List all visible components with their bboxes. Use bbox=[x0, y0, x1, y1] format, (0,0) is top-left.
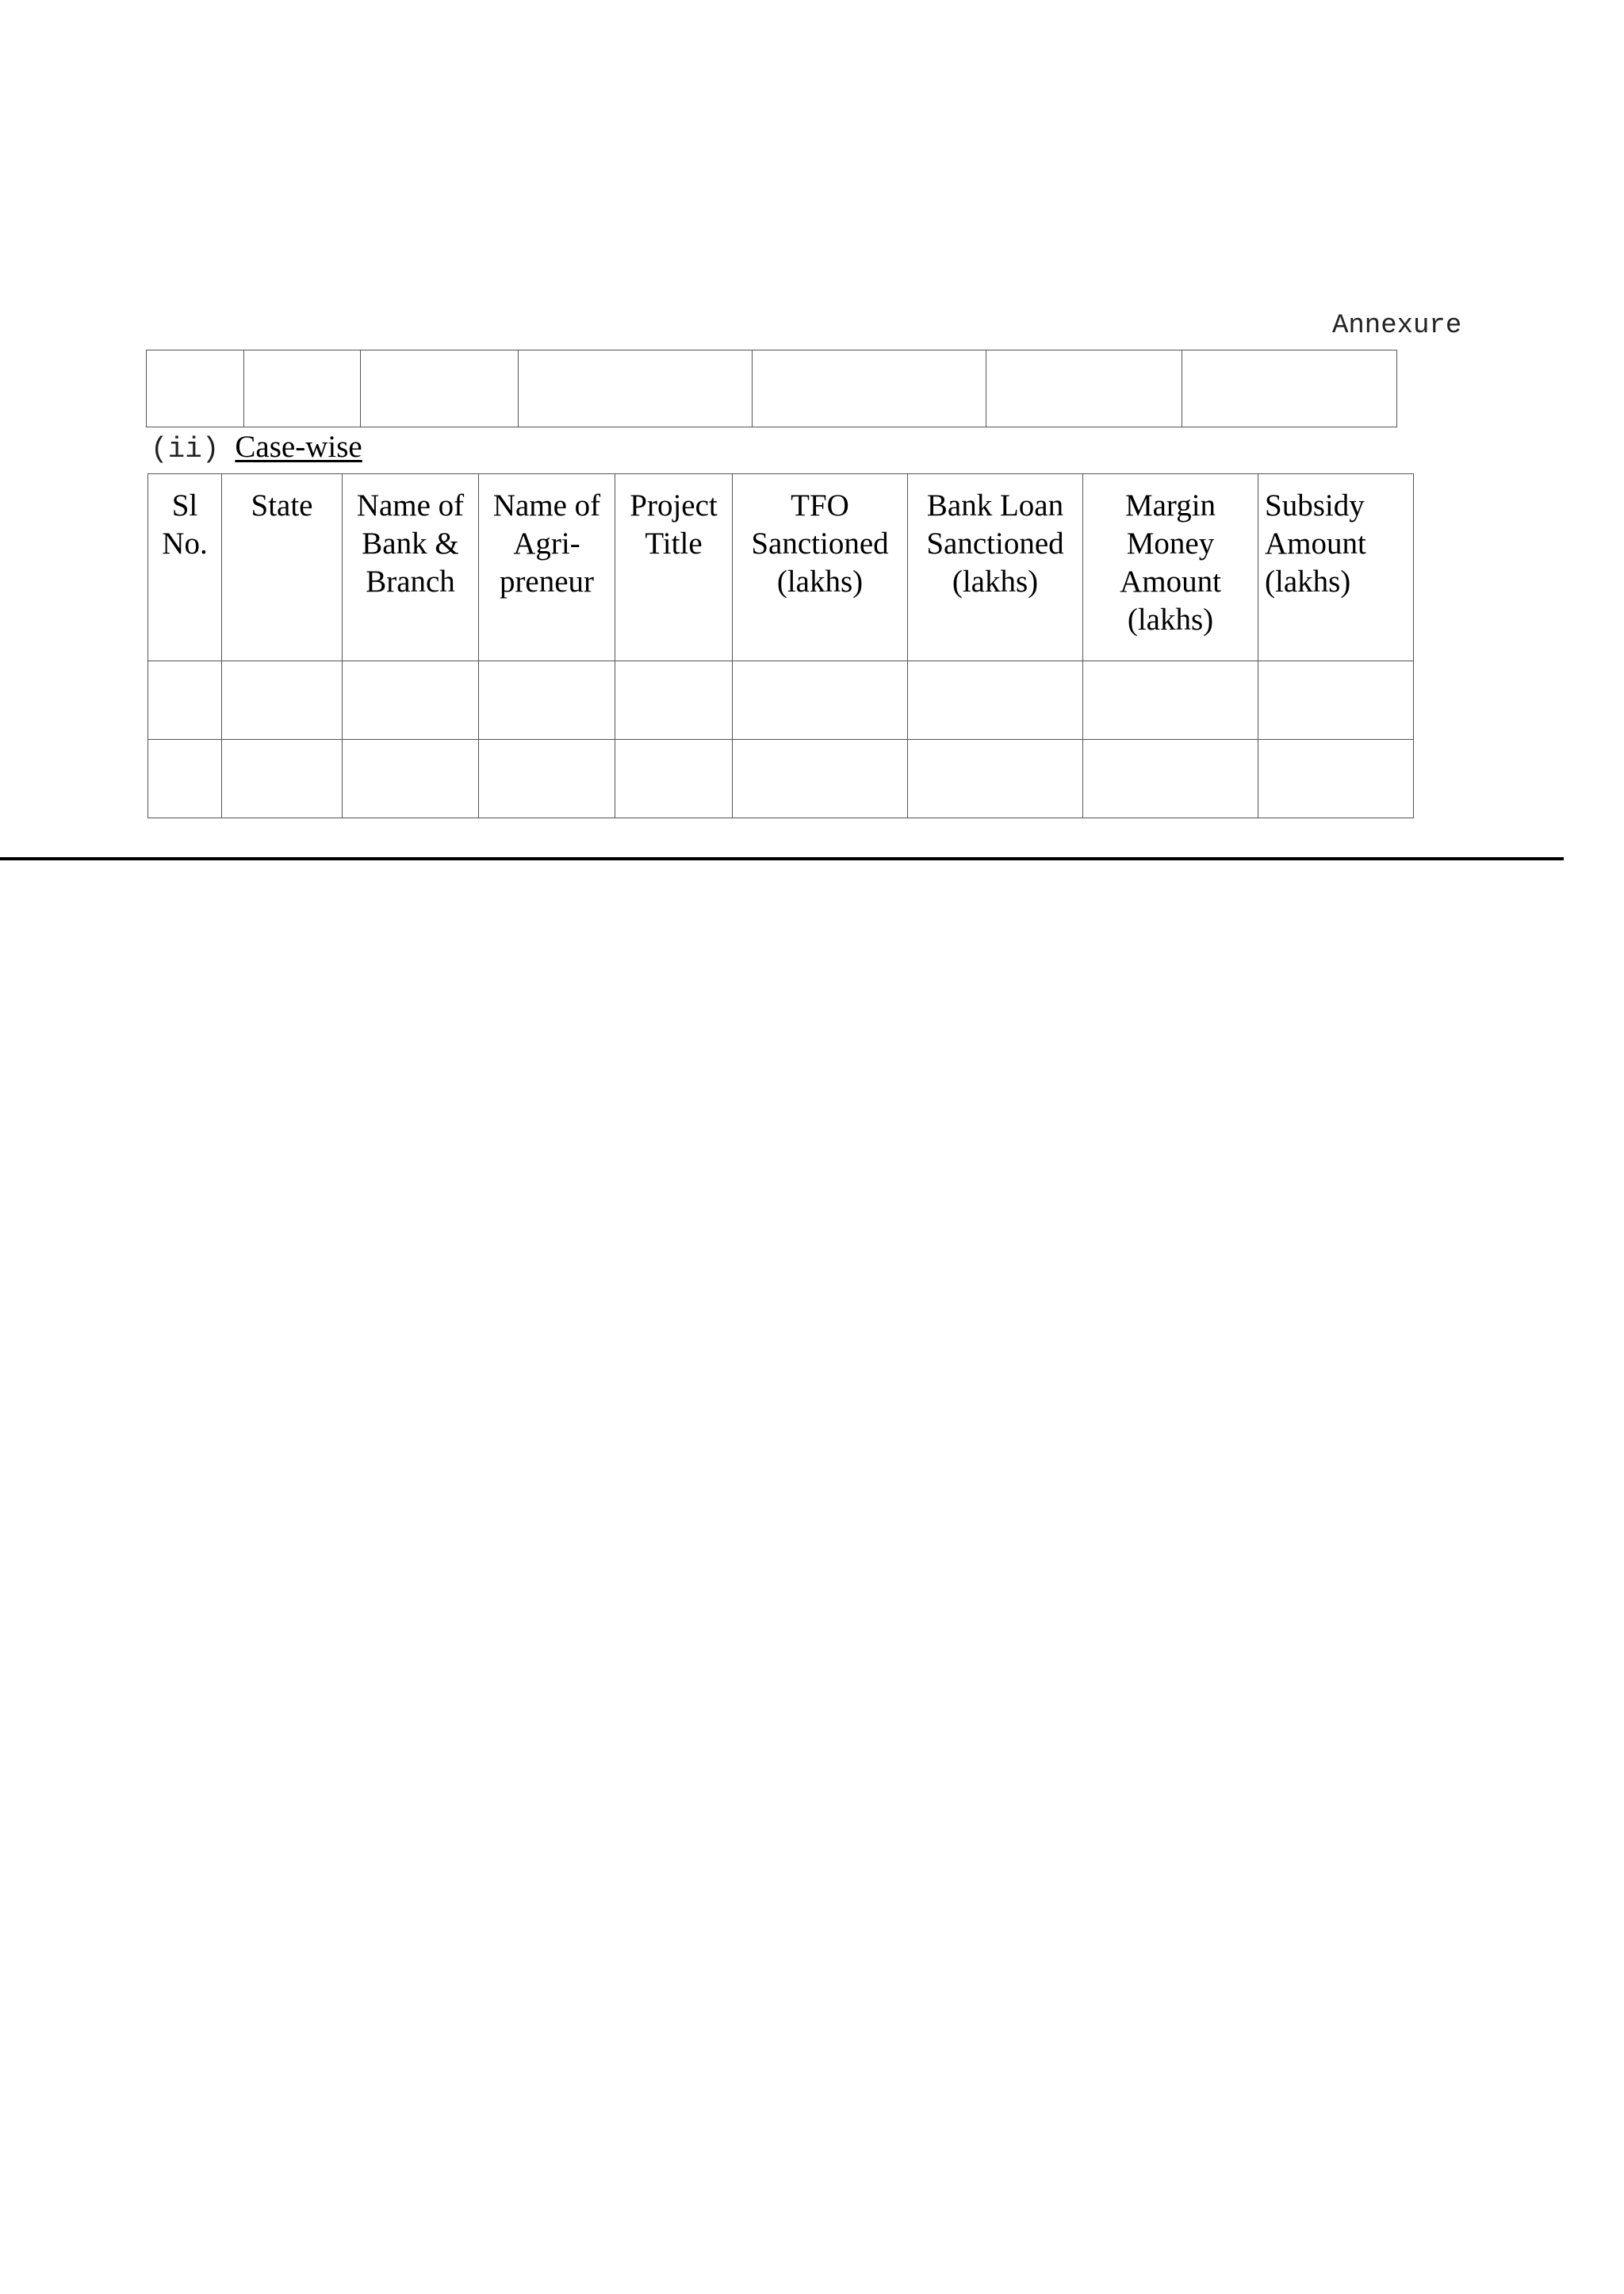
table-cell bbox=[222, 661, 343, 740]
table-cell bbox=[733, 661, 908, 740]
table-cell bbox=[733, 740, 908, 818]
column-header-sl-no: Sl No. bbox=[148, 474, 222, 661]
column-header-bank-loan-sanctioned: Bank Loan Sanctioned (lakhs) bbox=[908, 474, 1083, 661]
table-cell bbox=[753, 350, 986, 427]
table-cell bbox=[986, 350, 1182, 427]
case-wise-table bbox=[147, 473, 1414, 818]
column-header-agripreneur: Name of Agri- preneur bbox=[479, 474, 615, 661]
column-header-project-title: Project Title bbox=[615, 474, 733, 661]
section-heading bbox=[151, 429, 362, 465]
table-row bbox=[148, 740, 1414, 818]
previous-table-fragment bbox=[146, 350, 1397, 427]
column-header-bank-branch: Name of Bank & Branch bbox=[343, 474, 479, 661]
table-cell bbox=[479, 740, 615, 818]
table-cell bbox=[1258, 740, 1414, 818]
page-divider bbox=[0, 857, 1564, 860]
annexure-label: Annexure bbox=[1332, 311, 1462, 341]
table-cell bbox=[1182, 350, 1397, 427]
table-cell bbox=[615, 740, 733, 818]
column-header-margin-money-amount: Margin Money Amount (lakhs) bbox=[1083, 474, 1258, 661]
table-cell bbox=[479, 661, 615, 740]
table-cell bbox=[1083, 661, 1258, 740]
table-header-row bbox=[148, 474, 1414, 661]
column-header-subsidy-amount: Subsidy Amount (lakhs) bbox=[1258, 474, 1414, 661]
column-header-state: State bbox=[222, 474, 343, 661]
table-cell bbox=[908, 661, 1083, 740]
table-cell bbox=[148, 661, 222, 740]
table-cell bbox=[361, 350, 519, 427]
table-cell bbox=[1083, 740, 1258, 818]
table-cell bbox=[343, 740, 479, 818]
table-cell bbox=[1258, 661, 1414, 740]
table-cell bbox=[148, 740, 222, 818]
table-cell bbox=[222, 740, 343, 818]
table-cell bbox=[147, 350, 244, 427]
table-cell bbox=[615, 661, 733, 740]
table-cell bbox=[908, 740, 1083, 818]
table-row bbox=[147, 350, 1397, 427]
table-row bbox=[148, 661, 1414, 740]
table-cell bbox=[343, 661, 479, 740]
section-title: Case-wise bbox=[235, 430, 362, 464]
table-cell bbox=[519, 350, 753, 427]
column-header-tfo-sanctioned: TFO Sanctioned (lakhs) bbox=[733, 474, 908, 661]
section-number: (ii) bbox=[151, 433, 220, 465]
table-cell bbox=[244, 350, 361, 427]
